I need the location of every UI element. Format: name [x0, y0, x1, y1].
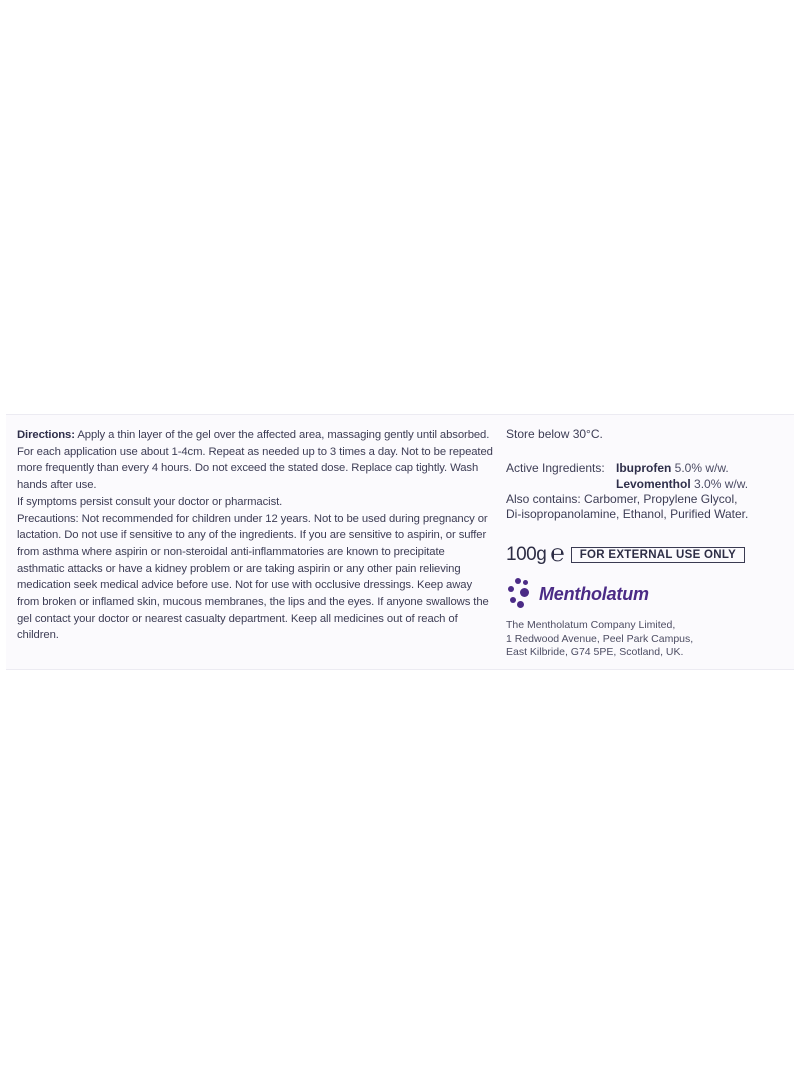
application-paragraph: For each application use about 1-4cm. Repeat as needed up to 3 times a day. Not to be repeated more frequently than every 4 hours. Do not exceed the stated dose. Replace cap tightly. Wash hands after use.	[17, 445, 493, 492]
directions-panel	[17, 427, 495, 644]
size-row	[506, 540, 745, 567]
net-weight: 100g	[506, 544, 547, 565]
ingredient-name: Levomenthol	[616, 477, 691, 491]
external-use-notice: FOR EXTERNAL USE ONLY	[571, 547, 745, 563]
company-address	[506, 619, 693, 660]
directions-text: Apply a thin layer of the gel over the affected area, massaging gently until absorbed.	[77, 429, 490, 441]
active-ingredient-row	[506, 476, 776, 492]
address-line: 1 Redwood Avenue, Peel Park Campus,	[506, 632, 694, 645]
brand-logo	[506, 577, 649, 611]
active-ingredients-label: Active Ingredients:	[506, 461, 605, 475]
directions-heading: Directions:	[17, 429, 75, 441]
precautions-text: Not recommended for children under 12 years. Not to be used during pregnancy or lactation. Do not use if sensitive to any of the ingredients. If you are sensitive to aspirin, or suffer from asthma where aspirin or non-steroidal anti-inflammatories are known to precipitate asthmatic attacks or have a kidney problem or are taking aspirin or any other pain relieving medication seek medical advice before use. Not for use with occlusive dressings. Keep away from broken or inflamed skin, mucous membranes, the lips and the eyes. If anyone swallows the gel contact your doctor or nearest casualty department. Keep all medicines out of reach of children.	[17, 512, 489, 642]
molecule-dots-icon	[506, 577, 534, 611]
also-contains: Also contains: Carbomer, Propylene Glycol, Di-isopropanolamine, Ethanol, Purified Water.	[506, 492, 749, 521]
estimated-sign-icon: ℮	[550, 540, 565, 567]
directions-paragraph	[17, 427, 495, 444]
precautions-paragraph	[17, 511, 495, 645]
symptoms-paragraph: If symptoms persist consult your doctor or pharmacist.	[17, 495, 283, 508]
active-ingredient-row	[506, 460, 776, 476]
address-line: The Mentholatum Company Limited,	[506, 619, 676, 631]
ingredient-strength: 5.0% w/w.	[674, 461, 729, 475]
address-line: East Kilbride, G74 5PE, Scotland, UK.	[506, 646, 684, 658]
active-ingredients	[506, 460, 776, 492]
storage-instruction: Store below 30°C.	[506, 427, 603, 441]
ingredient-strength: 3.0% w/w.	[694, 477, 749, 491]
ingredient-name: Ibuprofen	[616, 461, 672, 475]
precautions-heading: Precautions:	[17, 512, 79, 525]
brand-name: Mentholatum	[539, 583, 649, 604]
